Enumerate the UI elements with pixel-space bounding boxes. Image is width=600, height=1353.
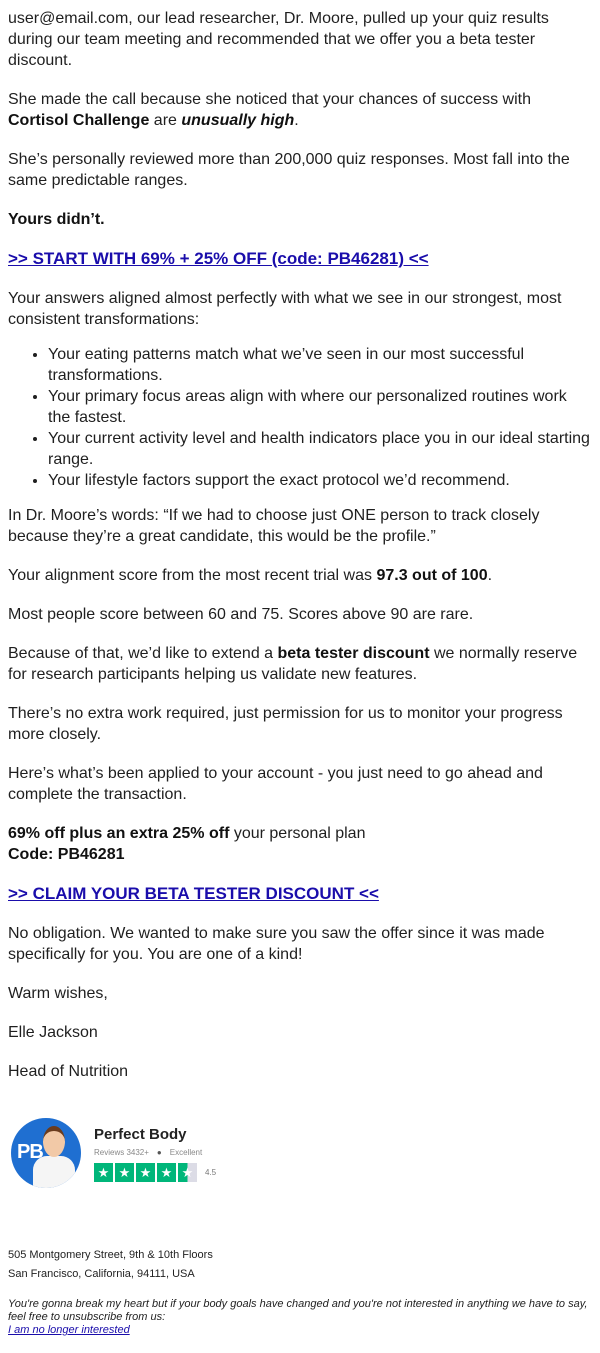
list-item: • Your lifestyle factors support the exact protocol we’d recommend. (48, 470, 592, 491)
beta-paragraph (8, 643, 592, 685)
half-star-icon: ★ (178, 1163, 197, 1182)
quote-paragraph: In Dr. Moore’s words: “If we had to choose just ONE person to track closely because they’re a great candidate, this would be the profile.” (8, 507, 540, 545)
offer-block (8, 823, 592, 865)
excellent-label: Excellent (169, 1147, 203, 1157)
star-icon: ★ (115, 1163, 134, 1182)
success-text-mid: are (149, 112, 182, 129)
brand-logo (11, 1118, 81, 1188)
applied-paragraph: Here’s what’s been applied to your account - you just need to go ahead and complete the transaction. (8, 765, 543, 803)
yours-didnt (8, 209, 592, 230)
success-paragraph (8, 89, 592, 131)
brand-name: Perfect Body (94, 1125, 187, 1143)
no-extra-work-paragraph: There’s no extra work required, just permission for us to monitor your progress more closely. (8, 705, 563, 743)
sender-name: Elle Jackson (8, 1024, 98, 1041)
score-text-pre: Your alignment score from the most recent trial was (8, 567, 377, 584)
score-paragraph (8, 565, 592, 586)
signoff: Warm wishes, (8, 985, 108, 1002)
list-item: • Your current activity level and health indicators place you in our ideal starting range. (48, 428, 592, 470)
logo-text: PB (17, 1141, 43, 1163)
list-item: • Your primary focus areas align with where our personalized routines work the fastest. (48, 386, 592, 428)
reviews-count: Reviews 3432+ (94, 1147, 149, 1157)
address-line-2: San Francisco, California, 94111, USA (8, 1268, 195, 1280)
beta-text-pre: Because of that, we’d like to extend a (8, 645, 278, 662)
logo-person-head (43, 1126, 65, 1157)
brand-meta (94, 1147, 216, 1159)
reviewed-paragraph: She’s personally reviewed more than 200,000 quiz responses. Most fall into the same predictable ranges. (8, 151, 570, 189)
star-icon: ★ (157, 1163, 176, 1182)
obligation-paragraph: No obligation. We wanted to make sure you saw the offer since it was made specifically for you. You are one of a kind! (8, 925, 545, 963)
offer-code: Code: PB46281 (8, 846, 125, 863)
brand-card (8, 1108, 592, 1198)
beta-text-post: we normally reserve for research participants helping us validate new features. (8, 645, 578, 683)
reasons-list (8, 344, 592, 491)
address-line-1: 505 Montgomery Street, 9th & 10th Floors (8, 1249, 213, 1261)
star-rating (94, 1162, 216, 1183)
yours-didnt-text: Yours didn’t. (8, 211, 105, 228)
unsubscribe-link[interactable]: I am no longer interested (8, 1324, 130, 1336)
unsubscribe-text: You're gonna break my heart but if your body goals have changed and you're not interested in anything we have to say, feel free to unsubscribe from us: (8, 1298, 588, 1323)
emphasis-text: unusually high (181, 112, 295, 129)
alignment-score: 97.3 out of 100 (376, 567, 488, 584)
rating-value: 4.5 (205, 1167, 217, 1177)
success-text-pre: She made the call because she noticed that your chances of success with (8, 91, 531, 108)
brand-info (94, 1124, 216, 1183)
star-icon: ★ (136, 1163, 155, 1182)
answers-paragraph: Your answers aligned almost perfectly with what we see in our strongest, most consistent transformations: (8, 290, 562, 328)
score-text-post: . (487, 567, 493, 584)
sender-title: Head of Nutrition (8, 1063, 129, 1080)
offer-rest: your personal plan (229, 825, 366, 842)
list-item: • Your eating patterns match what we’ve seen in our most successful transformations. (48, 344, 592, 386)
star-icon: ★ (94, 1163, 113, 1182)
success-text-post: . (294, 112, 299, 129)
claim-discount-link[interactable]: >> CLAIM YOUR BETA TESTER DISCOUNT << (8, 884, 379, 903)
separator-dot-icon: ● (156, 1147, 162, 1157)
product-name: Cortisol Challenge (8, 112, 150, 129)
start-discount-link[interactable]: >> START WITH 69% + 25% OFF (code: PB46281) << (8, 249, 429, 268)
unsubscribe-block (8, 1298, 592, 1337)
offer-bold: 69% off plus an extra 25% off (8, 825, 230, 842)
company-address (8, 1246, 592, 1284)
beta-tester-discount: beta tester discount (277, 645, 430, 662)
range-paragraph: Most people score between 60 and 75. Scores above 90 are rare. (8, 606, 474, 623)
intro-paragraph: user@email.com, our lead researcher, Dr. Moore, pulled up your quiz results during our team meeting and recommended that we offer you a beta tester discount. (8, 10, 549, 69)
